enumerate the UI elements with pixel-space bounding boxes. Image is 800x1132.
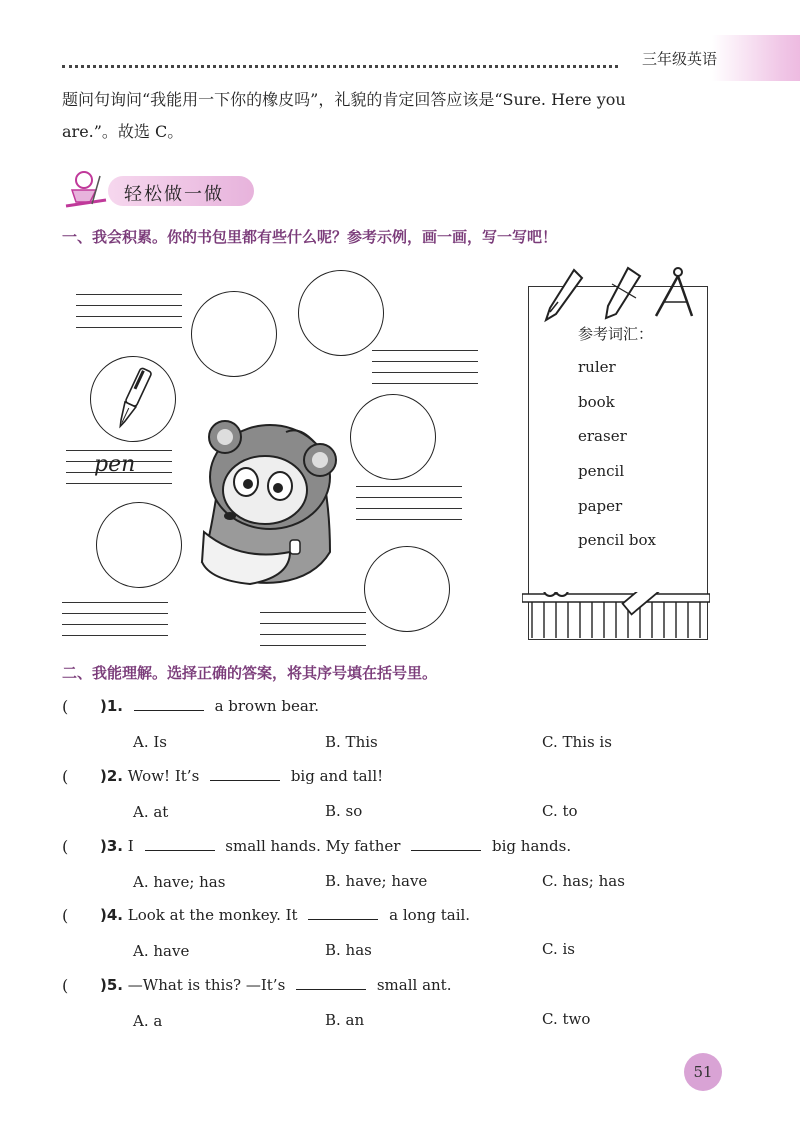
drawing-circle[interactable]	[350, 394, 436, 480]
vocab-word: eraser	[578, 427, 627, 445]
writing-lines	[356, 486, 462, 530]
option[interactable]: B. This	[325, 733, 378, 751]
fountain-pen-icon	[91, 357, 175, 441]
writing-lines	[62, 602, 168, 646]
section-title: 轻松做一做	[124, 184, 224, 205]
question-3: )3. I small hands. My father big hands.	[100, 837, 572, 855]
answer-paren[interactable]: (	[62, 976, 69, 995]
answer-paren[interactable]: (	[62, 906, 69, 925]
answer-blank	[134, 698, 204, 711]
option[interactable]: C. to	[542, 802, 578, 820]
pencil-icon	[606, 268, 640, 318]
option[interactable]: C. two	[542, 1010, 591, 1028]
drawing-circle[interactable]	[96, 502, 182, 588]
stationery-icons	[528, 262, 708, 332]
intro-line-2: are.”。故选 C。	[62, 122, 184, 141]
option[interactable]: A. a	[133, 1012, 163, 1030]
example-word: pen	[94, 452, 136, 477]
monkey-backpack-icon	[180, 412, 350, 592]
drawing-circle[interactable]	[191, 291, 277, 377]
answer-blank	[308, 907, 378, 920]
option[interactable]: C. is	[542, 940, 575, 958]
answer-blank	[411, 838, 481, 851]
vocab-word: pencil box	[578, 531, 656, 549]
answer-paren[interactable]: (	[62, 767, 69, 786]
part2-heading: 二、我能理解。选择正确的答案，将其序号填在括号里。	[62, 664, 438, 682]
answer-blank	[145, 838, 215, 851]
drawing-circle[interactable]	[298, 270, 384, 356]
writing-lines	[260, 612, 366, 656]
question-5: )5. —What is this? —It’s small ant.	[100, 976, 452, 994]
compass-icon	[656, 268, 692, 316]
question-1: )1. a brown bear.	[100, 697, 320, 715]
vocab-word: paper	[578, 497, 623, 515]
page-number: 51	[684, 1053, 722, 1091]
answer-blank	[296, 977, 366, 990]
option[interactable]: A. Is	[133, 733, 167, 751]
answer-paren[interactable]: (	[62, 837, 69, 856]
drawing-circle[interactable]	[364, 546, 450, 632]
question-2: )2. Wow! It’s big and tall!	[100, 767, 384, 785]
answer-blank	[210, 768, 280, 781]
vocabulary-title: 参考词汇：	[578, 325, 654, 343]
option[interactable]: C. has; has	[542, 872, 625, 890]
option[interactable]: B. have; have	[325, 872, 428, 890]
answer-paren[interactable]: (	[62, 697, 69, 716]
ski-mascot-icon	[62, 168, 110, 212]
option[interactable]: A. have	[133, 942, 190, 960]
grade-label: 三年级英语	[642, 50, 718, 68]
option[interactable]: B. so	[325, 802, 363, 820]
vocab-word: book	[578, 393, 615, 411]
question-4: )4. Look at the monkey. It a long tail.	[100, 906, 471, 924]
option[interactable]: A. at	[133, 803, 169, 821]
part1-heading: 一、我会积累。你的书包里都有些什么呢？参考示例，画一画，写一写吧！	[62, 228, 558, 246]
option[interactable]: C. This is	[542, 733, 612, 751]
pen-nib-icon	[546, 270, 582, 320]
option[interactable]: B. an	[325, 1011, 365, 1029]
vocab-word: pencil	[578, 462, 625, 480]
vocab-word: ruler	[578, 358, 616, 376]
header-dotted-rule	[62, 65, 618, 68]
board-fence-decoration	[522, 592, 710, 638]
option[interactable]: B. has	[325, 941, 372, 959]
intro-line-1: 题问句询问“我能用一下你的橡皮吗”，礼貌的肯定回答应该是“Sure. Here you	[62, 90, 626, 109]
writing-lines	[372, 350, 478, 394]
option[interactable]: A. have; has	[133, 873, 226, 891]
example-pen-circle	[90, 356, 176, 442]
writing-lines	[76, 294, 182, 338]
